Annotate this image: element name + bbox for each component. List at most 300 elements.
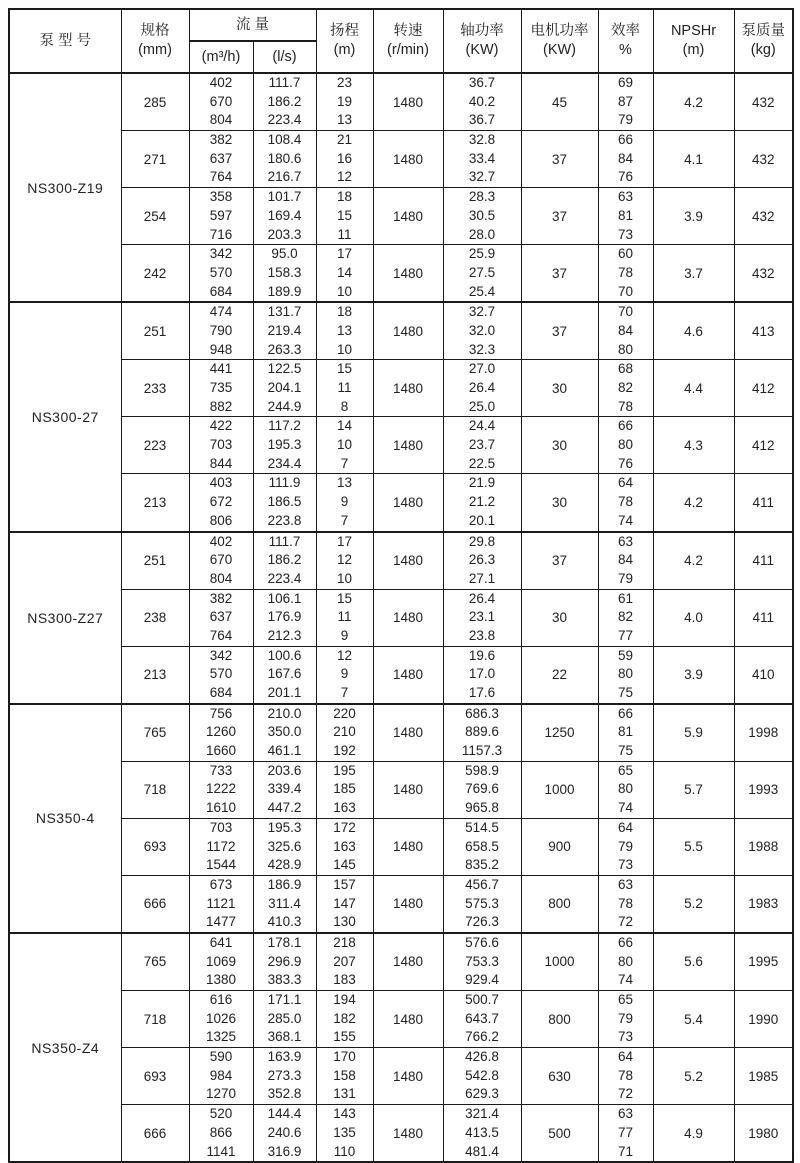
header-motor-power-unit: (KW) — [542, 42, 576, 58]
cell-flow-ls-value: 163.9 — [267, 1049, 302, 1065]
cell-flow-m3h-stack — [190, 417, 253, 473]
cell-flow-m3h-value: 684 — [209, 685, 233, 700]
header-flow-m3h: (m³/h) — [189, 41, 253, 73]
cell-shaft-power-value: 481.4 — [465, 1143, 499, 1159]
cell-head-value: 12 — [336, 647, 353, 663]
cell-efficiency-value: 73 — [617, 1029, 634, 1045]
cell-head-value: 157 — [333, 876, 356, 892]
cell-pump-model: NS300-27 — [9, 302, 121, 531]
cell-head — [316, 245, 373, 303]
cell-efficiency-value: 79 — [617, 112, 634, 128]
cell-efficiency-value: 71 — [617, 1143, 634, 1159]
cell-head-value: 130 — [333, 914, 356, 930]
cell-flow-ls-value: 296.9 — [267, 953, 302, 969]
cell-flow-ls — [253, 131, 316, 188]
cell-efficiency-value: 81 — [617, 207, 634, 223]
cell-flow-ls-value: 223.4 — [267, 112, 302, 128]
cell-flow-m3h-stack — [190, 647, 253, 703]
cell-flow-m3h-value: 716 — [209, 226, 233, 242]
header-speed-unit: (r/min) — [387, 42, 429, 58]
cell-npshr: 5.6 — [653, 933, 734, 991]
cell-flow-ls-value: 178.1 — [267, 934, 302, 950]
cell-efficiency-value: 79 — [617, 838, 634, 854]
cell-flow-ls-value: 339.4 — [267, 781, 302, 797]
cell-flow-ls-value: 111.7 — [268, 533, 301, 549]
cell-head-value: 10 — [336, 341, 353, 357]
cell-spec: 251 — [121, 302, 189, 360]
cell-head-value: 9 — [340, 666, 349, 682]
cell-speed: 1480 — [373, 875, 443, 933]
cell-shaft-power-value: 25.9 — [468, 246, 496, 262]
cell-spec: 765 — [121, 933, 189, 991]
cell-efficiency-stack — [599, 934, 653, 990]
cell-flow-ls-value: 223.8 — [267, 512, 302, 528]
cell-flow-ls — [253, 704, 316, 762]
cell-flow-ls-value: 244.9 — [267, 398, 302, 414]
cell-speed: 1480 — [373, 417, 443, 474]
cell-shaft-power-value: 32.3 — [468, 341, 496, 357]
cell-flow-m3h-stack — [190, 360, 253, 416]
cell-flow-m3h-stack — [190, 819, 253, 875]
table-row — [9, 417, 793, 474]
cell-shaft-power-stack — [444, 188, 521, 244]
cell-shaft-power-stack — [444, 1048, 521, 1104]
cell-mass: 411 — [734, 474, 793, 532]
cell-efficiency — [598, 131, 653, 188]
cell-motor-power: 37 — [521, 188, 598, 245]
cell-spec: 693 — [121, 1048, 189, 1105]
cell-flow-ls-value: 311.4 — [268, 895, 301, 911]
cell-head — [316, 417, 373, 474]
cell-efficiency — [598, 589, 653, 646]
cell-head-value: 195 — [333, 762, 356, 778]
cell-shaft-power-value: 769.6 — [465, 781, 499, 797]
cell-mass: 1993 — [734, 761, 793, 818]
cell-flow-m3h-value: 790 — [209, 322, 233, 338]
cell-flow-ls-value: 240.6 — [267, 1124, 302, 1140]
cell-shaft-power-value: 21.9 — [468, 475, 496, 491]
cell-shaft-power-value: 766.2 — [465, 1029, 499, 1045]
cell-head-value: 21 — [336, 132, 353, 148]
cell-flow-m3h-value: 1260 — [205, 724, 237, 740]
header-mass — [734, 9, 793, 73]
cell-shaft-power — [443, 417, 521, 474]
cell-flow-ls-stack — [254, 876, 316, 932]
cell-motor-power: 500 — [521, 1105, 598, 1163]
cell-shaft-power-value: 33.4 — [468, 150, 496, 166]
cell-head-value: 13 — [336, 475, 353, 491]
cell-flow-m3h — [189, 302, 253, 360]
cell-head — [316, 589, 373, 646]
cell-efficiency-value: 65 — [617, 762, 634, 778]
cell-flow-ls-stack — [254, 360, 316, 416]
cell-flow-m3h-value: 1141 — [206, 1143, 236, 1159]
cell-head-value: 13 — [336, 112, 353, 128]
cell-shaft-power-value: 426.8 — [465, 1049, 499, 1065]
cell-flow-ls — [253, 933, 316, 991]
cell-npshr: 5.2 — [653, 875, 734, 933]
cell-efficiency-value: 80 — [617, 341, 634, 357]
cell-efficiency — [598, 875, 653, 933]
cell-flow-m3h — [189, 761, 253, 818]
header-head-label: 扬程 — [330, 23, 359, 39]
cell-flow-m3h-stack — [190, 74, 253, 130]
cell-npshr: 4.1 — [653, 131, 734, 188]
cell-speed: 1480 — [373, 532, 443, 590]
cell-spec: 238 — [121, 589, 189, 646]
cell-flow-m3h-value: 764 — [209, 169, 233, 185]
cell-flow-m3h-value: 735 — [209, 380, 233, 395]
cell-shaft-power-stack — [444, 360, 521, 416]
cell-motor-power: 37 — [521, 245, 598, 303]
cell-shaft-power-value: 929.4 — [465, 972, 499, 988]
cell-shaft-power-value: 29.8 — [468, 533, 496, 549]
cell-spec: 765 — [121, 704, 189, 762]
cell-pump-model: NS300-Z27 — [9, 532, 121, 704]
header-flow-ls: (l/s) — [253, 41, 316, 73]
cell-mass: 1990 — [734, 991, 793, 1048]
header-speed-label: 转速 — [393, 23, 423, 39]
cell-efficiency-value: 70 — [617, 304, 634, 320]
cell-flow-ls-value: 461.1 — [267, 743, 302, 759]
cell-flow-m3h-value: 703 — [209, 437, 233, 453]
cell-flow-m3h-stack — [190, 188, 253, 244]
cell-flow-m3h-stack — [190, 705, 253, 761]
cell-speed: 1480 — [373, 73, 443, 131]
cell-shaft-power-value: 542.8 — [465, 1067, 499, 1083]
cell-shaft-power-value: 23.7 — [468, 437, 496, 453]
cell-shaft-power-value: 753.3 — [465, 953, 499, 969]
cell-mass: 432 — [734, 73, 793, 131]
cell-flow-m3h-stack — [190, 131, 253, 187]
cell-flow-m3h-value: 670 — [209, 552, 233, 568]
cell-flow-ls-value: 216.7 — [267, 169, 302, 185]
table-row — [9, 761, 793, 818]
cell-head-stack — [317, 705, 373, 761]
header-shaft-power — [443, 9, 521, 73]
cell-head-value: 172 — [333, 819, 356, 835]
cell-shaft-power — [443, 532, 521, 590]
cell-flow-m3h — [189, 1048, 253, 1105]
cell-flow-m3h — [189, 933, 253, 991]
cell-flow-m3h-value: 570 — [209, 264, 233, 280]
cell-efficiency-stack — [599, 245, 653, 301]
cell-shaft-power — [443, 933, 521, 991]
cell-shaft-power-value: 25.0 — [468, 398, 496, 414]
table-row — [9, 875, 793, 933]
cell-efficiency-stack — [599, 590, 653, 646]
cell-head-value: 18 — [336, 189, 353, 205]
header-npshr-unit: (m) — [682, 42, 705, 58]
cell-shaft-power — [443, 1105, 521, 1163]
cell-head-value: 163 — [333, 838, 356, 854]
cell-flow-ls-value: 203.6 — [267, 762, 302, 778]
cell-speed: 1480 — [373, 360, 443, 417]
cell-shaft-power-value: 23.1 — [468, 609, 496, 625]
cell-flow-m3h-stack — [190, 1105, 253, 1161]
cell-efficiency-value: 78 — [617, 895, 634, 911]
cell-flow-ls-value: 352.8 — [267, 1086, 302, 1102]
cell-flow-ls-value: 203.3 — [267, 226, 302, 242]
cell-flow-ls-value: 410.3 — [267, 914, 302, 930]
cell-flow-ls-value: 219.4 — [267, 322, 302, 338]
cell-flow-m3h-value: 358 — [209, 189, 233, 205]
cell-shaft-power — [443, 302, 521, 360]
cell-spec: 213 — [121, 474, 189, 532]
cell-head-stack — [317, 245, 373, 301]
cell-flow-m3h — [189, 474, 253, 532]
cell-head-value: 143 — [333, 1106, 356, 1122]
cell-flow-ls-stack — [254, 533, 316, 589]
cell-efficiency-value: 80 — [617, 953, 634, 969]
cell-head-value: 158 — [333, 1067, 356, 1083]
cell-flow-m3h-stack — [190, 934, 253, 990]
cell-shaft-power-value: 32.7 — [468, 304, 496, 320]
header-head — [316, 9, 373, 73]
cell-shaft-power-value: 643.7 — [465, 1010, 499, 1026]
cell-shaft-power-stack — [444, 245, 521, 301]
cell-spec: 285 — [121, 73, 189, 131]
cell-flow-ls-stack — [254, 934, 316, 990]
cell-shaft-power-stack — [444, 417, 521, 473]
pump-spec-table — [8, 8, 794, 1163]
cell-shaft-power-stack — [444, 762, 521, 818]
cell-head-value: 11 — [337, 380, 352, 395]
cell-flow-ls-value: 111.9 — [268, 475, 301, 491]
cell-efficiency-value: 70 — [617, 283, 634, 299]
cell-speed: 1480 — [373, 818, 443, 875]
cell-spec: 666 — [121, 1105, 189, 1163]
cell-shaft-power-value: 835.2 — [465, 857, 499, 873]
cell-head — [316, 704, 373, 762]
cell-flow-ls-value: 106.1 — [267, 590, 302, 606]
cell-flow-m3h — [189, 646, 253, 704]
cell-spec: 213 — [121, 646, 189, 704]
table-row — [9, 131, 793, 188]
cell-motor-power: 800 — [521, 875, 598, 933]
cell-head-value: 17 — [336, 246, 353, 262]
cell-efficiency-value: 79 — [617, 570, 634, 586]
cell-flow-m3h-stack — [190, 762, 253, 818]
cell-flow-ls-value: 234.4 — [267, 455, 302, 471]
cell-flow-m3h-value: 756 — [209, 705, 233, 721]
table-row — [9, 360, 793, 417]
cell-shaft-power-value: 32.7 — [468, 169, 496, 185]
table-row — [9, 589, 793, 646]
header-spec-unit: (mm) — [138, 42, 172, 58]
cell-head-stack — [317, 131, 373, 187]
cell-efficiency-value: 60 — [617, 246, 634, 262]
cell-mass: 413 — [734, 302, 793, 360]
cell-flow-ls-value: 117.2 — [268, 418, 301, 434]
cell-flow-m3h-value: 1270 — [205, 1086, 237, 1102]
cell-flow-m3h-value: 804 — [209, 112, 233, 128]
cell-efficiency-value: 78 — [617, 1067, 634, 1083]
cell-head — [316, 532, 373, 590]
cell-flow-ls — [253, 991, 316, 1048]
cell-head-value: 15 — [336, 207, 353, 223]
cell-flow-m3h-value: 1069 — [205, 953, 237, 969]
cell-efficiency-value: 59 — [617, 647, 634, 663]
cell-efficiency-value: 81 — [617, 724, 634, 740]
cell-flow-ls — [253, 474, 316, 532]
cell-efficiency — [598, 417, 653, 474]
cell-efficiency-value: 78 — [617, 494, 634, 510]
cell-efficiency — [598, 1048, 653, 1105]
header-shaft-power-unit: (KW) — [465, 42, 499, 58]
cell-efficiency-value: 73 — [617, 226, 634, 242]
cell-flow-ls-value: 428.9 — [267, 857, 302, 873]
cell-shaft-power-value: 1157.3 — [461, 743, 503, 759]
cell-efficiency-value: 63 — [617, 533, 634, 549]
cell-spec: 254 — [121, 188, 189, 245]
cell-efficiency-value: 63 — [617, 876, 634, 892]
table-row — [9, 933, 793, 991]
cell-flow-m3h-value: 382 — [209, 132, 233, 148]
cell-flow-m3h-value: 1026 — [205, 1010, 237, 1026]
cell-head-value: 13 — [336, 322, 353, 338]
header-efficiency-unit: % — [619, 42, 632, 58]
cell-flow-m3h-stack — [190, 303, 253, 359]
cell-flow-m3h — [189, 188, 253, 245]
cell-efficiency-stack — [599, 762, 653, 818]
cell-head-value: 17 — [336, 533, 353, 549]
cell-efficiency-value: 84 — [617, 150, 634, 166]
cell-flow-m3h-value: 422 — [209, 418, 233, 434]
cell-flow-ls-value: 95.0 — [271, 246, 298, 262]
cell-flow-m3h — [189, 360, 253, 417]
cell-efficiency — [598, 646, 653, 704]
cell-head-value: 18 — [336, 304, 353, 320]
cell-efficiency-stack — [599, 303, 653, 359]
cell-flow-m3h-value: 670 — [209, 93, 233, 109]
cell-flow-m3h-value: 402 — [209, 75, 233, 90]
cell-flow-m3h-value: 673 — [209, 876, 233, 892]
cell-head-stack — [317, 1048, 373, 1104]
cell-speed: 1480 — [373, 991, 443, 1048]
cell-flow-ls-value: 108.4 — [267, 132, 302, 148]
cell-flow-m3h-value: 866 — [209, 1124, 233, 1140]
cell-flow-ls — [253, 245, 316, 303]
cell-shaft-power-value: 686.3 — [465, 705, 499, 721]
cell-speed: 1480 — [373, 188, 443, 245]
cell-flow-ls-value: 111.7 — [268, 75, 301, 90]
cell-shaft-power-value: 32.8 — [468, 132, 496, 148]
cell-spec: 242 — [121, 245, 189, 303]
table-row — [9, 1048, 793, 1105]
cell-shaft-power-value: 28.0 — [468, 226, 496, 242]
cell-flow-m3h-value: 590 — [209, 1049, 233, 1065]
cell-mass: 412 — [734, 417, 793, 474]
cell-efficiency-value: 77 — [617, 1124, 634, 1140]
cell-spec: 718 — [121, 991, 189, 1048]
cell-shaft-power-stack — [444, 590, 521, 646]
header-pump-model: 泵 型 号 — [9, 9, 121, 73]
cell-npshr: 4.0 — [653, 589, 734, 646]
cell-efficiency-stack — [599, 360, 653, 416]
cell-motor-power: 1000 — [521, 933, 598, 991]
header-shaft-power-label: 轴功率 — [460, 23, 504, 39]
cell-shaft-power-stack — [444, 991, 521, 1047]
cell-head — [316, 474, 373, 532]
cell-head-stack — [317, 417, 373, 473]
cell-shaft-power-value: 28.3 — [468, 189, 496, 205]
cell-efficiency-value: 68 — [617, 361, 634, 377]
cell-head-value: 11 — [337, 609, 352, 625]
cell-shaft-power-value: 413.5 — [465, 1124, 499, 1140]
cell-flow-ls — [253, 417, 316, 474]
cell-head — [316, 991, 373, 1048]
table-row — [9, 1105, 793, 1163]
cell-shaft-power-value: 889.6 — [465, 724, 499, 740]
cell-shaft-power-value: 19.6 — [468, 647, 496, 663]
cell-mass: 1980 — [734, 1105, 793, 1163]
cell-shaft-power-value: 30.5 — [468, 207, 496, 223]
cell-shaft-power-value: 17.6 — [468, 685, 496, 700]
cell-efficiency-value: 79 — [617, 1010, 634, 1026]
cell-shaft-power — [443, 875, 521, 933]
cell-flow-m3h-value: 403 — [209, 475, 233, 491]
cell-npshr: 4.2 — [653, 474, 734, 532]
cell-flow-ls — [253, 589, 316, 646]
cell-head-value: 10 — [336, 570, 353, 586]
cell-shaft-power — [443, 474, 521, 532]
cell-efficiency-value: 72 — [617, 1086, 634, 1102]
cell-speed: 1480 — [373, 1105, 443, 1163]
cell-flow-m3h — [189, 73, 253, 131]
cell-efficiency-value: 66 — [617, 418, 634, 434]
cell-shaft-power-value: 514.5 — [465, 819, 499, 835]
table-row — [9, 991, 793, 1048]
cell-head — [316, 818, 373, 875]
cell-shaft-power-value: 25.4 — [468, 283, 496, 299]
cell-shaft-power-value: 456.7 — [465, 876, 499, 892]
cell-flow-ls-value: 195.3 — [267, 437, 302, 453]
cell-flow-m3h-value: 844 — [209, 455, 233, 471]
cell-shaft-power — [443, 818, 521, 875]
cell-head-value: 155 — [333, 1029, 356, 1045]
header-spec — [121, 9, 189, 73]
cell-shaft-power-value: 575.3 — [465, 895, 499, 911]
cell-head-value: 14 — [336, 264, 353, 280]
cell-flow-m3h — [189, 1105, 253, 1163]
cell-speed: 1480 — [373, 933, 443, 991]
cell-flow-ls-value: 186.2 — [267, 552, 302, 568]
cell-flow-m3h-stack — [190, 991, 253, 1047]
cell-flow-ls-stack — [254, 1048, 316, 1104]
cell-flow-ls-stack — [254, 819, 316, 875]
cell-shaft-power — [443, 360, 521, 417]
cell-npshr: 4.2 — [653, 73, 734, 131]
cell-flow-m3h-value: 703 — [209, 819, 233, 835]
cell-mass: 432 — [734, 245, 793, 303]
cell-flow-m3h — [189, 532, 253, 590]
cell-head — [316, 360, 373, 417]
cell-efficiency-value: 63 — [617, 1106, 634, 1122]
cell-flow-m3h-value: 1544 — [205, 857, 237, 873]
cell-shaft-power-value: 26.4 — [468, 380, 496, 395]
cell-head-value: 110 — [333, 1143, 356, 1159]
cell-flow-m3h-value: 342 — [209, 647, 233, 663]
header-flow: 流 量 — [189, 9, 316, 41]
cell-flow-ls-value: 169.4 — [267, 207, 302, 223]
cell-motor-power: 1250 — [521, 704, 598, 762]
cell-head-value: 10 — [336, 283, 353, 299]
cell-efficiency-stack — [599, 819, 653, 875]
cell-head-value: 192 — [333, 743, 356, 759]
cell-shaft-power-value: 22.5 — [468, 455, 496, 471]
cell-spec: 233 — [121, 360, 189, 417]
